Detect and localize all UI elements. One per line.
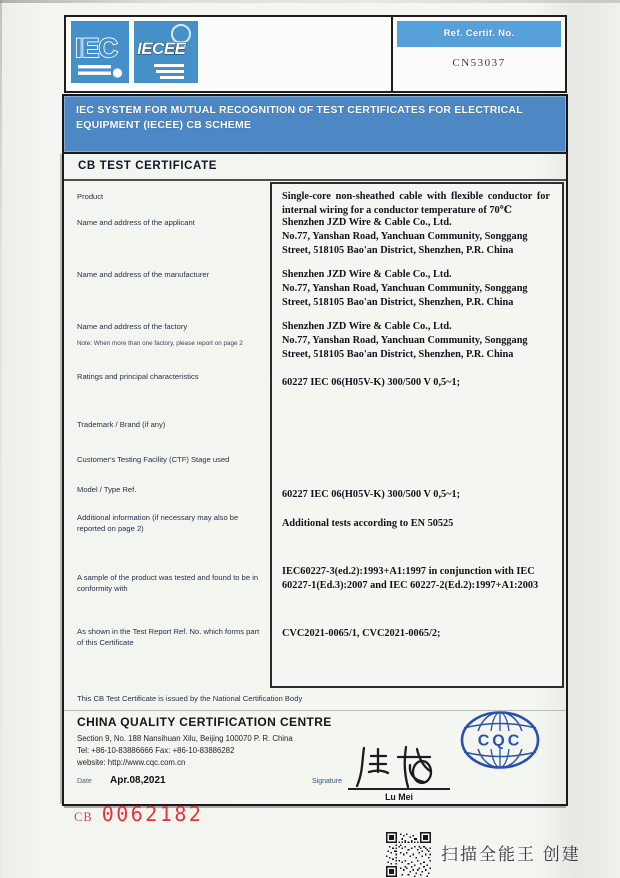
label-factory-note: Note: When more than one factory, please report on page 2 xyxy=(77,340,243,347)
value-manufacturer-address: No.77, Yanshan Road, Yanchuan Community, Songgang Street, 518105 Bao'an District, Shenzhen, P.R. China xyxy=(282,283,528,308)
label-applicant: Name and address of the applicant xyxy=(77,218,195,227)
scan-edge-shadow-top xyxy=(0,0,620,3)
signature-handwriting xyxy=(344,742,452,790)
label-factory: Name and address of the factory xyxy=(77,322,188,331)
stamp-prefix: CB xyxy=(74,810,93,824)
value-ratings: 60227 IEC 06(H05V-K) 300/500 V 0,5~1; xyxy=(282,377,461,388)
date-value: Apr.08,2021 xyxy=(110,775,166,786)
ncb-name: CHINA QUALITY CERTIFICATION CENTRE xyxy=(77,715,332,729)
ncb-tel-fax: Tel: +86-10-83886666 Fax: +86-10-83886282 xyxy=(77,746,235,755)
iecee-logo-icon xyxy=(134,21,198,83)
value-product: Single-core non-sheathed cable with flexible conductor for internal wiring for a conductor temperature of 70℃ xyxy=(282,191,550,216)
title-rule xyxy=(64,179,566,181)
iecee-logo-text: IECEE xyxy=(137,39,186,58)
ref-certif-label: Ref. Certif. No. xyxy=(397,21,561,47)
label-sample-conformity: A sample of the product was tested and found to be in conformity with xyxy=(77,573,259,593)
cb-certificate-stamp xyxy=(74,802,203,826)
qr-code-icon xyxy=(386,832,431,877)
label-test-report-ref: As shown in the Test Report Ref. No. which forms part of this Certificate xyxy=(77,627,260,647)
signature-line xyxy=(348,788,450,790)
cqc-globe-logo-icon xyxy=(458,710,542,770)
scan-edge-shadow-left xyxy=(0,0,2,878)
date-label: Date xyxy=(77,778,92,785)
ncb-address: Section 9, No. 188 Nansihuan Xilu, Beijing 100070 P. R. China xyxy=(77,734,293,743)
value-additional-info: Additional tests according to EN 50525 xyxy=(282,518,454,529)
value-model-type-ref: 60227 IEC 06(H05V-K) 300/500 V 0,5~1; xyxy=(282,489,461,500)
ref-certif-number: CN53037 xyxy=(452,57,506,69)
value-applicant-name: Shenzhen JZD Wire & Cable Co., Ltd. xyxy=(282,217,452,228)
iec-logo-icon xyxy=(71,21,129,83)
label-additional-info: Additional information (if necessary may also be reported on page 2) xyxy=(77,513,239,533)
label-product: Product xyxy=(77,192,104,201)
signer-name: Lu Mei xyxy=(385,792,413,802)
label-trademark: Trademark / Brand (if any) xyxy=(77,420,166,429)
certificate-title: CB TEST CERTIFICATE xyxy=(78,160,217,172)
label-ratings: Ratings and principal characteristics xyxy=(77,372,199,381)
stamp-number: 0062182 xyxy=(101,802,204,826)
value-manufacturer-name: Shenzhen JZD Wire & Cable Co., Ltd. xyxy=(282,269,452,280)
scheme-banner: IEC SYSTEM FOR MUTUAL RECOGNITION OF TEST CERTIFICATES FOR ELECTRICAL EQUIPMENT (IECEE) CB SCHEME xyxy=(62,94,568,154)
signature-label: Signature xyxy=(312,778,342,785)
certificate-body xyxy=(62,152,568,806)
scanner-watermark-text: 扫描全能王 创建 xyxy=(441,845,581,864)
label-manufacturer: Name and address of the manufacturer xyxy=(77,270,210,279)
values-box xyxy=(270,182,564,688)
ncb-website: website: http://www.cqc.com.cn xyxy=(77,758,186,767)
value-test-report-ref: CVC2021-0065/1, CVC2021-0065/2; xyxy=(282,628,441,639)
value-factory-address: No.77, Yanshan Road, Yanchuan Community, Songgang Street, 518105 Bao'an District, Shenzhen, P.R. China xyxy=(282,335,528,360)
value-factory-name: Shenzhen JZD Wire & Cable Co., Ltd. xyxy=(282,321,452,332)
issued-by-statement: This CB Test Certificate is issued by the National Certification Body xyxy=(77,694,303,703)
cqc-logo-text: CQC xyxy=(477,732,523,750)
header-logo-box xyxy=(64,15,394,93)
ref-certif-box xyxy=(391,15,567,93)
value-sample-conformity: IEC60227-3(ed.2):1993+A1:1997 in conjunction with IEC 60227-1(Ed.3):2007 and IEC 60227-2(Ed.2):1997+A1:2003 xyxy=(282,566,539,591)
label-model-type-ref: Model / Type Ref. xyxy=(77,485,137,494)
label-ctf-stage: Customer's Testing Facility (CTF) Stage used xyxy=(77,455,230,464)
value-applicant-address: No.77, Yanshan Road, Yanchuan Community, Songgang Street, 518105 Bao'an District, Shenzhen, P.R. China xyxy=(282,231,528,256)
iec-logo-text: IEC xyxy=(75,33,118,63)
